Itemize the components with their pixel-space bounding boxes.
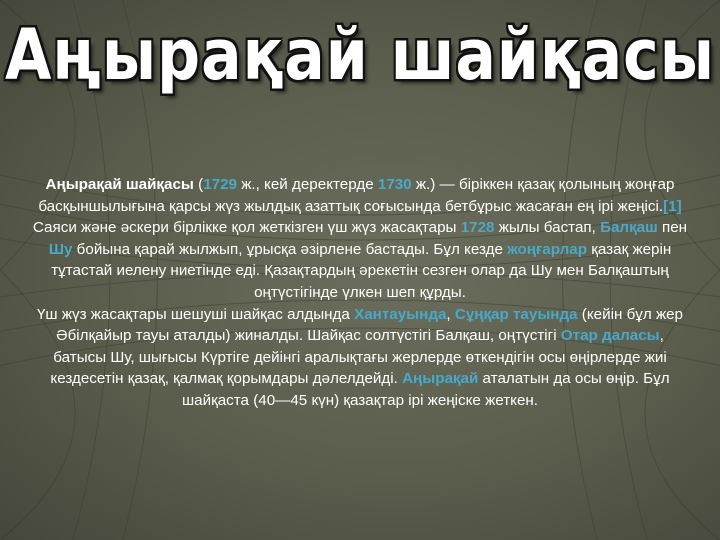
text-run: Үш жүз жасақтары шешуші шайқас алдында — [36, 305, 355, 323]
link-otar-steppe[interactable]: Отар даласы — [560, 327, 660, 345]
term-bold: Аңырақай шайқасы — [45, 176, 194, 193]
text-run: ( — [193, 176, 204, 193]
link-shu[interactable]: Шу — [48, 240, 73, 258]
text-run: ж.) — біріккен қазақ қолының жоңғар басқыншылығына қарсы жүз жылдық азаттық соғысында бетбұрыс жасаған ең ірі жеңісі. — [38, 176, 675, 215]
link-footnote-1[interactable]: [1] — [663, 197, 682, 215]
text-run: , батысы Шу, шығысы Күртіге дейінгі аралықтағы жерлерде өткендігін осы өңірлерде жиі кездесетін қазақ, қалмақ қорымдары дәлелдейді. — [50, 327, 667, 388]
text-run: бойына қарай жылжып, ұрысқа әзірлене бастады. Бұл кезде — [72, 240, 508, 258]
slide-body — [30, 174, 690, 412]
text-run: аталатын да осы өңір. Бұл шайқаста (40—45 күн) қазақтар ірі жеңіске жеткен. — [181, 370, 670, 409]
text-run: жылы бастап, — [494, 219, 601, 237]
paragraph-preparation — [30, 217, 690, 303]
paragraph-intro — [30, 174, 690, 217]
paragraph-battle — [30, 304, 690, 412]
text-run: пен — [657, 219, 688, 237]
text-run: ж., кей деректерде — [236, 176, 378, 193]
link-dzungars[interactable]: жоңғарлар — [507, 240, 588, 258]
link-sunkar-tau[interactable]: Сұңқар тауында — [454, 305, 578, 323]
text-run: , — [446, 305, 455, 323]
text-run: Саяси және әскери бірлікке қол жеткізген үш жүз жасақтары — [32, 219, 461, 237]
text-run: қазақ жерін тұтастай иелену ниетінде еді. Қазақтардың әрекетін сезген олар да Шу мен Балқаштың оңтүстігінде үлкен шеп құрды. — [51, 240, 672, 301]
slide-title: Аңырақай шайқасы — [4, 14, 715, 97]
link-year-1730[interactable]: 1730 — [377, 176, 412, 193]
link-year-1729[interactable]: 1729 — [203, 176, 237, 193]
link-khantau[interactable]: Хантауында — [354, 305, 447, 323]
link-year-1728[interactable]: 1728 — [460, 219, 495, 237]
link-anyrakay[interactable]: Аңырақай — [402, 370, 479, 388]
link-balkhash[interactable]: Балқаш — [600, 219, 658, 237]
text-run: (кейін бұл жер Әбілқайыр тауы аталды) жиналды. Шайқас солтүстігі Балқаш, оңтүстігі — [56, 305, 683, 345]
